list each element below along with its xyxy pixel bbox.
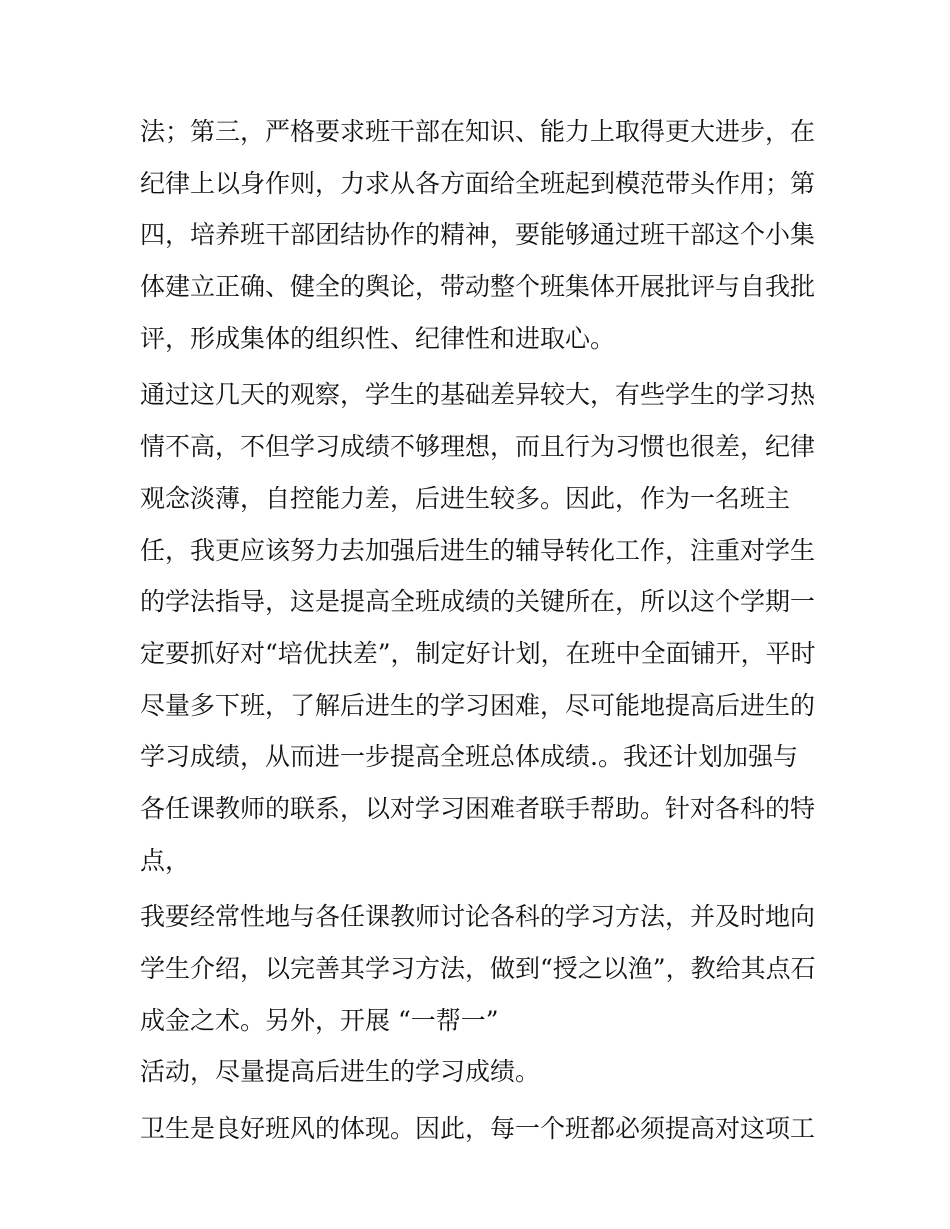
text-line: 学习成绩，从而进一步提高全班总体成绩.。我还计划加强与 xyxy=(140,742,798,772)
text-line: 情不高，不但学习成绩不够理想，而且行为习惯也很差，纪律 xyxy=(140,432,816,462)
text-line: 的学法指导，这是提高全班成绩的关键所在，所以这个学期一 xyxy=(140,587,816,617)
text-line: 活动，尽量提高后进生的学习成绩。 xyxy=(140,1057,541,1087)
text-line: 四，培养班干部团结协作的精神，要能够通过班干部这个小集 xyxy=(140,220,816,250)
text-line: 各任课教师的联系，以对学习困难者联手帮助。针对各科的特 xyxy=(140,793,816,823)
text-line: 成金之术。另外，开展 “一帮一” xyxy=(140,1005,499,1035)
text-line: 学生介绍，以完善其学习方法，做到“授之以渔”，教给其点石 xyxy=(140,954,816,983)
text-line: 体建立正确、健全的舆论，带动整个班集体开展批评与自我批 xyxy=(140,272,816,302)
text-line: 观念淡薄，自控能力差，后进生较多。因此，作为一名班主 xyxy=(140,483,791,513)
text-line: 评，形成集体的组织性、纪律性和进取心。 xyxy=(140,323,616,353)
text-line: 点， xyxy=(140,845,191,875)
text-line: 通过这几天的观察，学生的基础差异较大，有些学生的学习热 xyxy=(140,380,816,410)
body-text xyxy=(140,106,820,1155)
text-line: 我要经常性地与各任课教师讨论各科的学习方法，并及时地向 xyxy=(140,902,816,932)
text-line: 纪律上以身作则，力求从各方面给全班起到模范带头作用；第 xyxy=(140,168,816,198)
text-line: 任，我更应该努力去加强后进生的辅导转化工作，注重对学生 xyxy=(140,535,816,565)
text-line: 定要抓好对“培优扶差”，制定好计划，在班中全面铺开，平时 xyxy=(140,638,816,668)
text-line: 尽量多下班，了解后进生的学习困难，尽可能地提高后进生的 xyxy=(140,690,816,720)
text-line: 卫生是良好班风的体现。因此，每一个班都必须提高对这项工 xyxy=(140,1114,816,1144)
text-line: 法；第三，严格要求班干部在知识、能力上取得更大进步，在 xyxy=(140,117,816,146)
